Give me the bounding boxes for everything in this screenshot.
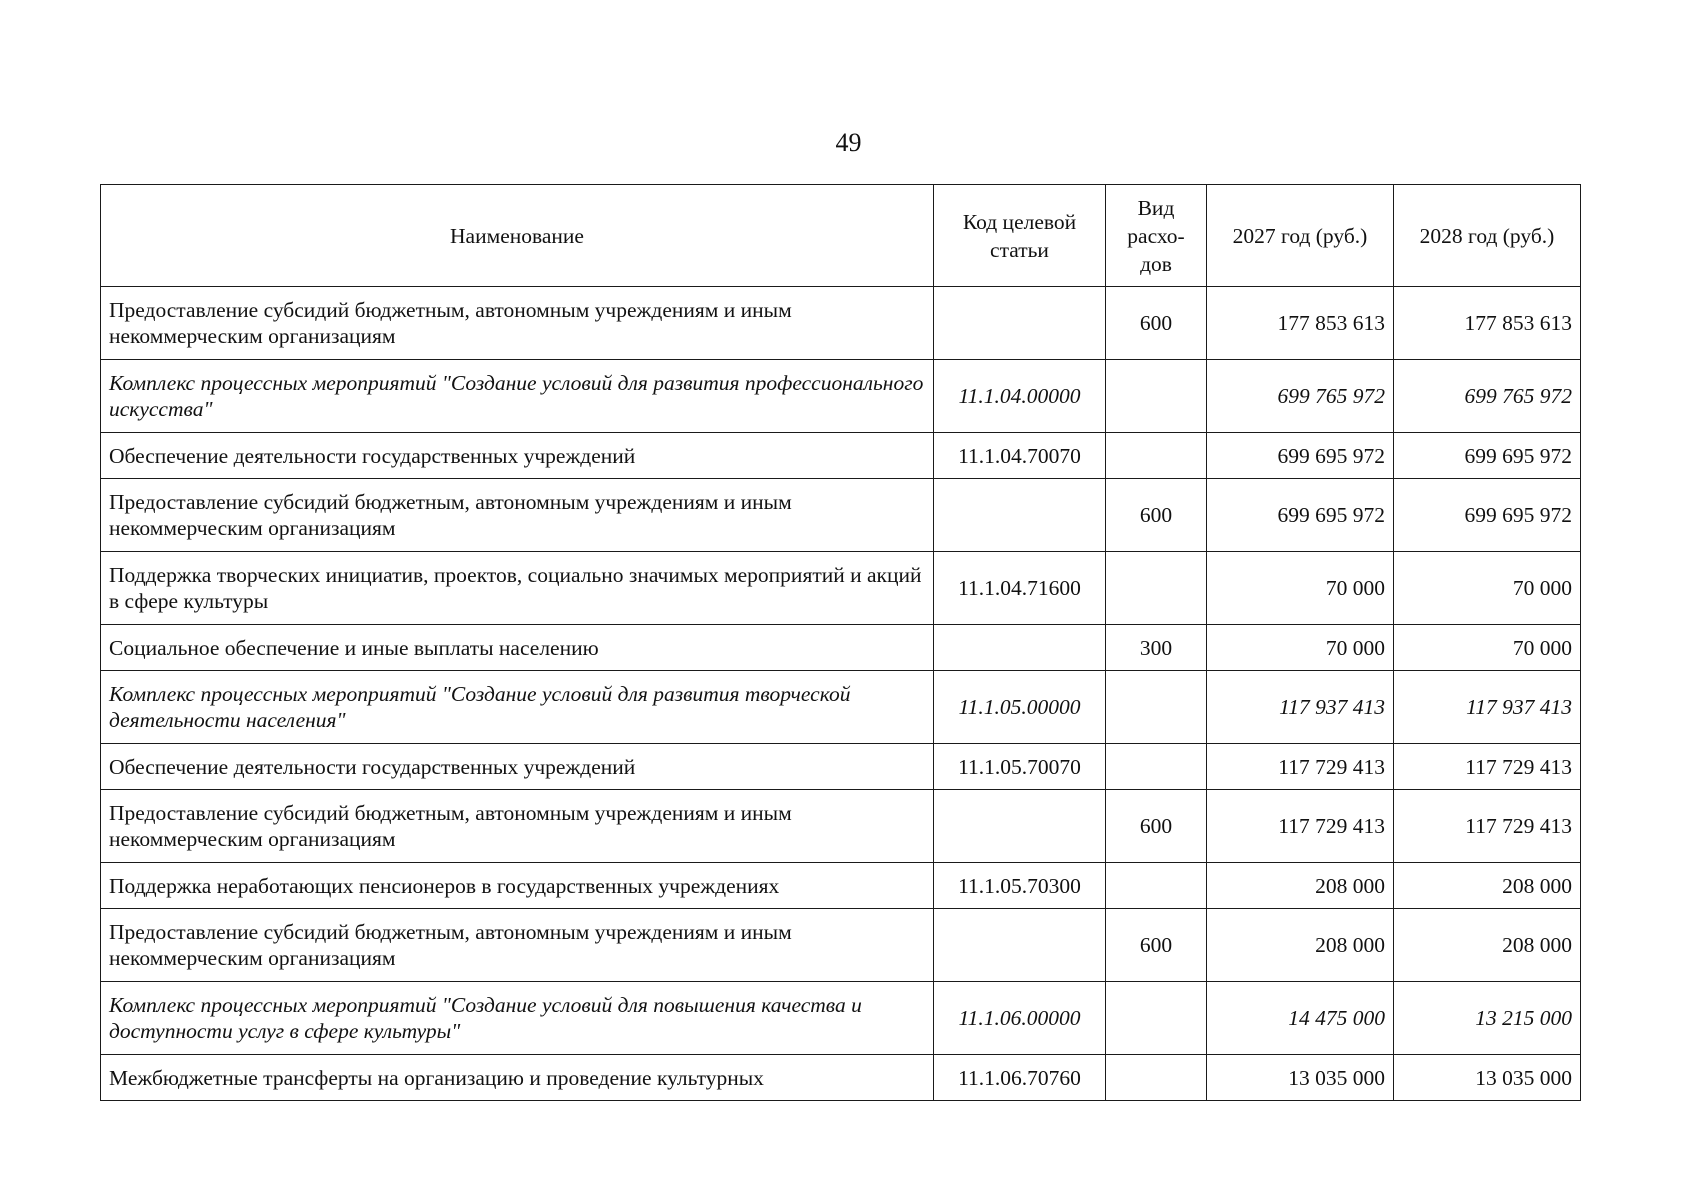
- cell-2027: 70 000: [1207, 552, 1394, 625]
- table-row: [101, 790, 1581, 863]
- cell-code: 11.1.06.00000: [934, 982, 1106, 1055]
- cell-2028: 117 729 413: [1394, 744, 1581, 790]
- header-year-2028: 2028 год (руб.): [1394, 185, 1581, 287]
- cell-2027: 177 853 613: [1207, 287, 1394, 360]
- cell-2028: 13 035 000: [1394, 1055, 1581, 1101]
- cell-2028: 699 695 972: [1394, 479, 1581, 552]
- cell-2027: 699 695 972: [1207, 479, 1394, 552]
- cell-name: Предоставление субсидий бюджетным, автономным учреждениям и иным некоммерческим организациям: [101, 287, 934, 360]
- cell-expense-type: 300: [1106, 625, 1207, 671]
- cell-2027: 117 729 413: [1207, 744, 1394, 790]
- cell-expense-type: 600: [1106, 909, 1207, 982]
- cell-name: Комплекс процессных мероприятий "Создание условий для развития творческой деятельности населения": [101, 671, 934, 744]
- page-number: 49: [835, 128, 862, 157]
- table-header-row: [101, 185, 1581, 287]
- cell-name: Поддержка творческих инициатив, проектов, социально значимых мероприятий и акций в сфере культуры: [101, 552, 934, 625]
- cell-2027: 208 000: [1207, 863, 1394, 909]
- cell-name: Обеспечение деятельности государственных учреждений: [101, 433, 934, 479]
- cell-2027: 208 000: [1207, 909, 1394, 982]
- cell-name: Комплекс процессных мероприятий "Создание условий для повышения качества и доступности услуг в сфере культуры": [101, 982, 934, 1055]
- cell-name: Предоставление субсидий бюджетным, автономным учреждениям и иным некоммерческим организациям: [101, 909, 934, 982]
- cell-2028: 117 937 413: [1394, 671, 1581, 744]
- cell-2028: 699 765 972: [1394, 360, 1581, 433]
- cell-expense-type: 600: [1106, 287, 1207, 360]
- cell-expense-type: [1106, 863, 1207, 909]
- table-row: [101, 625, 1581, 671]
- header-year-2027: 2027 год (руб.): [1207, 185, 1394, 287]
- cell-expense-type: [1106, 433, 1207, 479]
- cell-2028: 70 000: [1394, 625, 1581, 671]
- cell-2027: 117 937 413: [1207, 671, 1394, 744]
- cell-code: 11.1.06.70760: [934, 1055, 1106, 1101]
- cell-code: 11.1.05.00000: [934, 671, 1106, 744]
- cell-code: 11.1.04.00000: [934, 360, 1106, 433]
- cell-2027: 14 475 000: [1207, 982, 1394, 1055]
- header-name: Наименование: [101, 185, 934, 287]
- header-expense-type: Вид расхо-дов: [1106, 185, 1207, 287]
- cell-code: [934, 790, 1106, 863]
- cell-expense-type: 600: [1106, 479, 1207, 552]
- cell-code: [934, 909, 1106, 982]
- table-row: [101, 1055, 1581, 1101]
- cell-name: Межбюджетные трансферты на организацию и проведение культурных: [101, 1055, 934, 1101]
- table-row: [101, 433, 1581, 479]
- cell-2028: 208 000: [1394, 909, 1581, 982]
- table-row: [101, 909, 1581, 982]
- cell-2028: 177 853 613: [1394, 287, 1581, 360]
- budget-table: [100, 184, 1581, 1101]
- table-row: [101, 982, 1581, 1055]
- cell-code: 11.1.05.70300: [934, 863, 1106, 909]
- cell-name: Предоставление субсидий бюджетным, автономным учреждениям и иным некоммерческим организациям: [101, 479, 934, 552]
- cell-expense-type: [1106, 671, 1207, 744]
- cell-code: [934, 287, 1106, 360]
- cell-2027: 70 000: [1207, 625, 1394, 671]
- cell-2028: 70 000: [1394, 552, 1581, 625]
- cell-2027: 117 729 413: [1207, 790, 1394, 863]
- cell-name: Комплекс процессных мероприятий "Создание условий для развития профессионального искусства": [101, 360, 934, 433]
- cell-expense-type: [1106, 744, 1207, 790]
- table-row: [101, 287, 1581, 360]
- cell-code: 11.1.05.70070: [934, 744, 1106, 790]
- table-row: [101, 744, 1581, 790]
- cell-2027: 13 035 000: [1207, 1055, 1394, 1101]
- cell-2028: 208 000: [1394, 863, 1581, 909]
- cell-name: Предоставление субсидий бюджетным, автономным учреждениям и иным некоммерческим организациям: [101, 790, 934, 863]
- table-row: [101, 863, 1581, 909]
- cell-code: 11.1.04.70070: [934, 433, 1106, 479]
- cell-2028: 117 729 413: [1394, 790, 1581, 863]
- cell-name: Обеспечение деятельности государственных учреждений: [101, 744, 934, 790]
- cell-2028: 13 215 000: [1394, 982, 1581, 1055]
- cell-expense-type: 600: [1106, 790, 1207, 863]
- cell-2027: 699 695 972: [1207, 433, 1394, 479]
- cell-code: [934, 625, 1106, 671]
- table-row: [101, 552, 1581, 625]
- cell-2027: 699 765 972: [1207, 360, 1394, 433]
- cell-name: Поддержка неработающих пенсионеров в государственных учреждениях: [101, 863, 934, 909]
- cell-expense-type: [1106, 982, 1207, 1055]
- cell-code: 11.1.04.71600: [934, 552, 1106, 625]
- table-row: [101, 360, 1581, 433]
- header-code: Код целевой статьи: [934, 185, 1106, 287]
- table-row: [101, 479, 1581, 552]
- cell-2028: 699 695 972: [1394, 433, 1581, 479]
- cell-expense-type: [1106, 1055, 1207, 1101]
- cell-name: Социальное обеспечение и иные выплаты населению: [101, 625, 934, 671]
- cell-expense-type: [1106, 552, 1207, 625]
- cell-code: [934, 479, 1106, 552]
- cell-expense-type: [1106, 360, 1207, 433]
- table-row: [101, 671, 1581, 744]
